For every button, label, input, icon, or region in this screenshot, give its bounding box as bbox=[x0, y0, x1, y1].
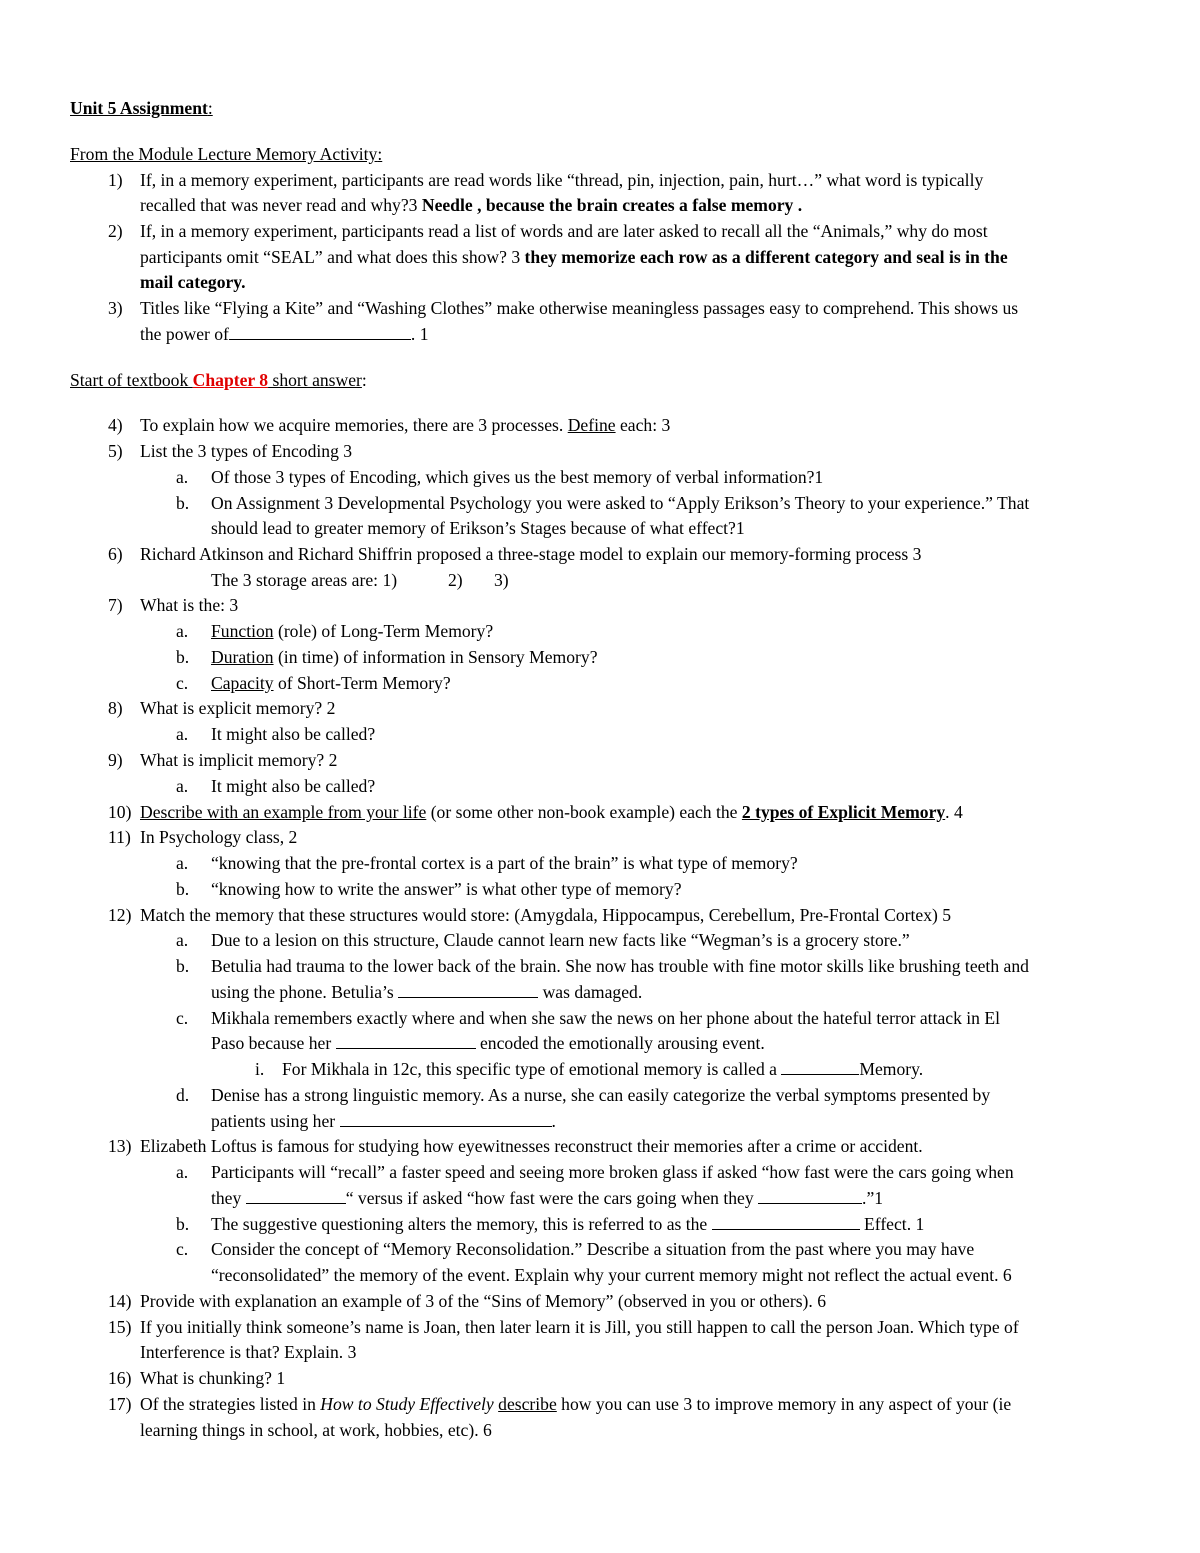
q12-ci-label: i. bbox=[255, 1059, 265, 1079]
q10-mid: (or some other non-book example) each the bbox=[426, 802, 742, 822]
q13-b bbox=[211, 1213, 924, 1235]
q12-b-label: b. bbox=[176, 956, 190, 976]
q13-c-label: c. bbox=[176, 1239, 189, 1259]
q13-b-pre: The suggestive questioning alters the memory, this is referred to as the bbox=[211, 1214, 712, 1234]
q7-a-label: a. bbox=[176, 621, 189, 641]
q5-b-line1: On Assignment 3 Developmental Psychology you were asked to “Apply Erikson’s Theory to your experience.” That bbox=[211, 493, 1030, 513]
q11-a: “knowing that the pre-frontal cortex is a part of the brain” is what type of memory? bbox=[211, 853, 798, 873]
section1-heading-text: From the Module Lecture Memory Activity bbox=[70, 144, 378, 164]
q7-b bbox=[211, 646, 598, 668]
q5-b-label: b. bbox=[176, 493, 190, 513]
q1-number: 1) bbox=[108, 170, 123, 190]
q12-text: Match the memory that these structures would store: (Amygdala, Hippocampus, Cerebellum, Pre-Frontal Cortex) 5 bbox=[140, 905, 952, 925]
q17-pre: Of the strategies listed in bbox=[140, 1394, 321, 1414]
q12-ci-post: Memory. bbox=[859, 1059, 924, 1079]
q15-line2: Interference is that? Explain. 3 bbox=[140, 1342, 357, 1362]
q3-line1: Titles like “Flying a Kite” and “Washing Clothes” make otherwise meaningless passages easy to comprehend. This shows us bbox=[140, 298, 1019, 318]
q11-b-label: b. bbox=[176, 879, 190, 899]
section2-post: short answer bbox=[268, 370, 362, 390]
q5-a: Of those 3 types of Encoding, which gives us the best memory of verbal information?1 bbox=[211, 467, 824, 487]
q10-post: . 4 bbox=[945, 802, 963, 822]
q6-sub-3: 3) bbox=[494, 570, 509, 590]
q12-number: 12) bbox=[108, 905, 132, 925]
q2-line1: If, in a memory experiment, participants read a list of words and are later asked to recall all the “Animals,” why do most bbox=[140, 221, 988, 241]
q10-emphasis: 2 types of Explicit Memory bbox=[741, 802, 946, 822]
q12-b-line1: Betulia had trauma to the lower back of the brain. She now has trouble with fine motor skills like brushing teeth and bbox=[211, 956, 1029, 976]
q14-text: Provide with explanation an example of 3 of the “Sins of Memory” (observed in you or others). 6 bbox=[140, 1291, 826, 1311]
q3-number: 3) bbox=[108, 298, 123, 318]
q1-answer: Needle , because the brain creates a false memory . bbox=[421, 195, 803, 215]
q13-number: 13) bbox=[108, 1136, 132, 1156]
document-title bbox=[70, 97, 213, 119]
q6-sub-1: The 3 storage areas are: 1) bbox=[211, 570, 398, 590]
q6-sub-2: 2) bbox=[448, 570, 463, 590]
q2-line2 bbox=[140, 246, 1008, 268]
q7-number: 7) bbox=[108, 595, 123, 615]
q12-ci-pre: For Mikhala in 12c, this specific type of emotional memory is called a bbox=[282, 1059, 782, 1079]
q8-a-label: a. bbox=[176, 724, 189, 744]
q3-answer-blank[interactable] bbox=[229, 325, 411, 340]
q6-text: Richard Atkinson and Richard Shiffrin proposed a three-stage model to explain our memory-forming process 3 bbox=[140, 544, 922, 564]
q13-b-label: b. bbox=[176, 1214, 190, 1234]
q12-b-line2-pre: using the phone. Betulia’s bbox=[211, 982, 399, 1002]
q10-number: 10) bbox=[108, 802, 132, 822]
q12-ci-blank[interactable] bbox=[781, 1060, 859, 1075]
q12-a-label: a. bbox=[176, 930, 189, 950]
q6-number: 6) bbox=[108, 544, 123, 564]
q11-b: “knowing how to write the answer” is what other type of memory? bbox=[211, 879, 682, 899]
section2-chapter: Chapter 8 bbox=[192, 370, 269, 390]
q11-number: 11) bbox=[108, 827, 131, 847]
q4-number: 4) bbox=[108, 415, 123, 435]
q5-a-label: a. bbox=[176, 467, 189, 487]
q13-a-line2-post: .”1 bbox=[862, 1188, 884, 1208]
q1-line1: If, in a memory experiment, participants are read words like “thread, pin, injection, pain, hurt…” what word is typically bbox=[140, 170, 984, 190]
q4-text bbox=[140, 414, 670, 436]
q13-a-line2-pre: they bbox=[211, 1188, 246, 1208]
q12-d-line2-post: . bbox=[551, 1111, 556, 1131]
q5-text: List the 3 types of Encoding 3 bbox=[140, 441, 353, 461]
section2-colon: : bbox=[361, 370, 367, 390]
q12-d-blank[interactable] bbox=[340, 1112, 552, 1127]
q12-c-line1: Mikhala remembers exactly where and when she saw the news on her phone about the hateful terror attack in El bbox=[211, 1008, 1000, 1028]
q12-d-label: d. bbox=[176, 1085, 190, 1105]
section2-pre: Start of textbook bbox=[70, 370, 193, 390]
section2-heading bbox=[70, 369, 367, 391]
q3-line2-text: the power of bbox=[140, 324, 229, 344]
title-text: Unit 5 Assignment bbox=[70, 98, 208, 118]
q7-text: What is the: 3 bbox=[140, 595, 239, 615]
q17-line2: learning things in school, at work, hobbies, etc). 6 bbox=[140, 1420, 492, 1440]
q12-b-blank[interactable] bbox=[398, 983, 538, 998]
section1-heading bbox=[70, 143, 382, 165]
q7-a bbox=[211, 620, 493, 642]
q7-c-label: c. bbox=[176, 673, 189, 693]
q4-post: each: 3 bbox=[615, 415, 671, 435]
q9-number: 9) bbox=[108, 750, 123, 770]
q9-a-label: a. bbox=[176, 776, 189, 796]
q12-c-blank[interactable] bbox=[336, 1034, 476, 1049]
q13-b-post: Effect. 1 bbox=[859, 1214, 925, 1234]
q17-number: 17) bbox=[108, 1394, 132, 1414]
q13-a-line2 bbox=[211, 1187, 883, 1209]
q13-a-line2-mid: “ versus if asked “how fast were the cars going when they bbox=[345, 1188, 759, 1208]
q5-b-line2: should lead to greater memory of Erikson’s Stages because of what effect?1 bbox=[211, 518, 745, 538]
q13-b-blank[interactable] bbox=[712, 1215, 860, 1230]
q11-a-label: a. bbox=[176, 853, 189, 873]
q15-number: 15) bbox=[108, 1317, 132, 1337]
q12-c-label: c. bbox=[176, 1008, 189, 1028]
title-colon: : bbox=[207, 98, 213, 118]
q13-c-line1: Consider the concept of “Memory Reconsolidation.” Describe a situation from the past where you may have bbox=[211, 1239, 975, 1259]
q7-c-term: Capacity bbox=[211, 673, 274, 693]
q12-d-line2-pre: patients using her bbox=[211, 1111, 340, 1131]
q12-b-line2 bbox=[211, 981, 642, 1003]
q12-c-line2-post: encoded the emotionally arousing event. bbox=[475, 1033, 765, 1053]
q12-ci bbox=[282, 1058, 923, 1080]
q3-line2 bbox=[140, 323, 429, 345]
q7-b-term: Duration bbox=[211, 647, 274, 667]
q7-a-term: Function bbox=[211, 621, 274, 641]
q12-d-line1: Denise has a strong linguistic memory. As a nurse, she can easily categorize the verbal symptoms presented by bbox=[211, 1085, 991, 1105]
q13-a-blank-2[interactable] bbox=[758, 1189, 862, 1204]
q17-post: how you can use 3 to improve memory in any aspect of your (ie bbox=[556, 1394, 1012, 1414]
q16-number: 16) bbox=[108, 1368, 132, 1388]
q12-c-line2 bbox=[211, 1032, 765, 1054]
q1-line2 bbox=[140, 194, 802, 216]
q2-answer-b: mail category. bbox=[140, 272, 246, 292]
q10-instruction: Describe with an example from your life bbox=[140, 802, 427, 822]
q7-c-text: of Short-Term Memory? bbox=[273, 673, 451, 693]
q7-b-label: b. bbox=[176, 647, 190, 667]
q9-text: What is implicit memory? 2 bbox=[140, 750, 338, 770]
q9-a: It might also be called? bbox=[211, 776, 376, 796]
q16-text: What is chunking? 1 bbox=[140, 1368, 286, 1388]
q13-a-blank-1[interactable] bbox=[246, 1189, 346, 1204]
q12-c-line2-pre: Paso because her bbox=[211, 1033, 336, 1053]
q13-text: Elizabeth Loftus is famous for studying how eyewitnesses reconstruct their memories after a crime or accident. bbox=[140, 1136, 923, 1156]
q8-text: What is explicit memory? 2 bbox=[140, 698, 336, 718]
q17-title: How to Study Effectively bbox=[320, 1394, 494, 1414]
q17-line1 bbox=[140, 1393, 1011, 1415]
q11-text: In Psychology class, 2 bbox=[140, 827, 298, 847]
q8-a: It might also be called? bbox=[211, 724, 376, 744]
q12-b-line2-post: was damaged. bbox=[538, 982, 643, 1002]
section1-heading-colon: : bbox=[377, 144, 383, 164]
q7-c bbox=[211, 672, 451, 694]
q1-line2-text: recalled that was never read and why?3 bbox=[140, 195, 422, 215]
q13-a-label: a. bbox=[176, 1162, 189, 1182]
q10-text bbox=[140, 801, 963, 823]
q17-describe: describe bbox=[498, 1394, 557, 1414]
q5-number: 5) bbox=[108, 441, 123, 461]
q2-line2-text: participants omit “SEAL” and what does this show? 3 bbox=[140, 247, 525, 267]
q12-a: Due to a lesion on this structure, Claude cannot learn new facts like “Wegman’s is a grocery store.” bbox=[211, 930, 910, 950]
q3-line2-end: . 1 bbox=[410, 324, 429, 344]
q7-a-text: (role) of Long-Term Memory? bbox=[273, 621, 494, 641]
q13-a-line1: Participants will “recall” a faster speed and seeing more broken glass if asked “how fast were the cars going when bbox=[211, 1162, 1014, 1182]
q12-d-line2 bbox=[211, 1110, 556, 1132]
q2-answer-a: they memorize each row as a different category and seal is in the bbox=[524, 247, 1008, 267]
q14-number: 14) bbox=[108, 1291, 132, 1311]
q4-pre: To explain how we acquire memories, there are 3 processes. bbox=[140, 415, 568, 435]
q2-number: 2) bbox=[108, 221, 123, 241]
q13-c-line2: “reconsolidated” the memory of the event. Explain why your current memory might not reflect the actual event. 6 bbox=[211, 1265, 1012, 1285]
q4-define: Define bbox=[567, 415, 616, 435]
q15-line1: If you initially think someone’s name is Joan, then later learn it is Jill, you still happen to call the person Joan. Which type of bbox=[140, 1317, 1019, 1337]
q8-number: 8) bbox=[108, 698, 123, 718]
q7-b-text: (in time) of information in Sensory Memory? bbox=[273, 647, 598, 667]
